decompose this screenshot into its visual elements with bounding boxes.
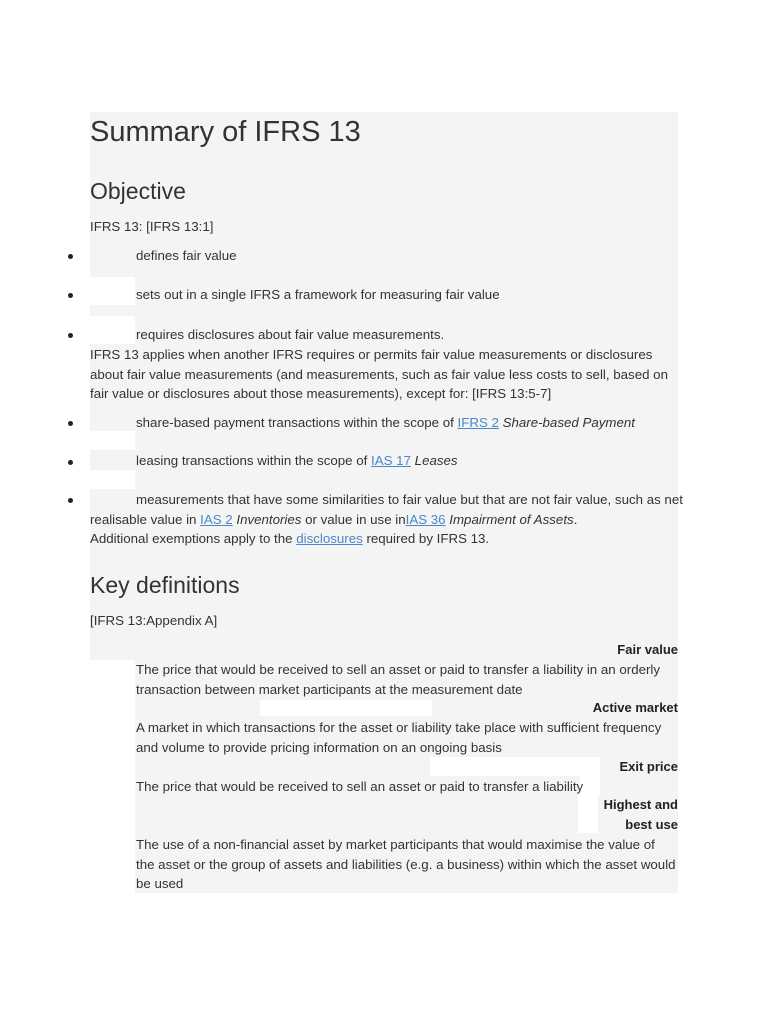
- additional-exemptions: [90, 529, 489, 549]
- exception-text: or value in use in: [301, 512, 406, 527]
- additional-text: Additional exemptions apply to the: [90, 531, 297, 546]
- definition-exit-price: The price that would be received to sell an asset or paid to transfer a liability: [136, 779, 584, 794]
- exception-item-3-line1: measurements that have some similarities to fair value but that are not fair value, such as net: [136, 492, 683, 507]
- ias17-link[interactable]: IAS 17: [371, 453, 411, 468]
- exception-text: share-based payment transactions within the scope of: [136, 415, 458, 430]
- page-title: Summary of IFRS 13: [90, 116, 361, 148]
- exception-item-2: [136, 451, 458, 471]
- standard-title: Impairment of Assets: [449, 512, 574, 527]
- ifrs2-link[interactable]: IFRS 2: [457, 415, 499, 430]
- objective-intro: IFRS 13: [IFRS 13:1]: [90, 219, 214, 234]
- term-fair-value: Fair value: [617, 642, 678, 657]
- term-highest-best-use-line1: Highest and: [603, 797, 678, 812]
- scope-paragraph: IFRS 13 applies when another IFRS requires or permits fair value measurements or disclosures about fair value measurements (and measurements, such as fair value less costs to sell, based on fair value or disclosures about those measurements), except for: [IFRS 13:5-7]: [90, 347, 668, 401]
- exception-item-3-line2: [90, 510, 577, 530]
- ias36-link[interactable]: IAS 36: [405, 512, 446, 527]
- objective-bullet-2: sets out in a single IFRS a framework for measuring fair value: [136, 287, 500, 302]
- ias2-link[interactable]: IAS 2: [200, 512, 233, 527]
- term-active-market: Active market: [592, 700, 678, 715]
- bullet-icon: [68, 293, 73, 298]
- objective-heading: Objective: [90, 178, 186, 204]
- term-exit-price: Exit price: [619, 759, 678, 774]
- standard-title: Leases: [414, 453, 458, 468]
- key-definitions-heading: Key definitions: [90, 572, 240, 598]
- key-definitions-reference: [IFRS 13:Appendix A]: [90, 613, 218, 628]
- objective-bullet-1: defines fair value: [136, 248, 237, 263]
- additional-text: required by IFRS 13.: [362, 531, 490, 546]
- bullet-icon: [68, 460, 73, 465]
- disclosures-link[interactable]: disclosures: [296, 531, 363, 546]
- bullet-icon: [68, 421, 73, 426]
- bullet-icon: [68, 333, 73, 338]
- bullet-icon: [68, 498, 73, 503]
- objective-bullet-3: requires disclosures about fair value measurements.: [136, 327, 445, 342]
- term-highest-best-use-line2: best use: [625, 817, 678, 832]
- exception-text: leasing transactions within the scope of: [136, 453, 372, 468]
- exception-item-1: [136, 413, 635, 433]
- bullet-icon: [68, 254, 73, 259]
- standard-title: Inventories: [236, 512, 302, 527]
- definition-active-market: A market in which transactions for the asset or liability take place with sufficient frequency and volume to provide pricing information on an ongoing basis: [136, 720, 662, 755]
- definition-highest-best-use: The use of a non-financial asset by market participants that would maximise the value of the asset or the group of assets and liabilities (e.g. a business) within which the asset would be used: [136, 837, 676, 891]
- exception-text: .: [573, 512, 578, 527]
- standard-title: Share-based Payment: [502, 415, 635, 430]
- definition-fair-value: The price that would be received to sell an asset or paid to transfer a liability in an orderly transaction between market participants at the measurement date: [136, 662, 661, 697]
- exception-text: realisable value in: [90, 512, 201, 527]
